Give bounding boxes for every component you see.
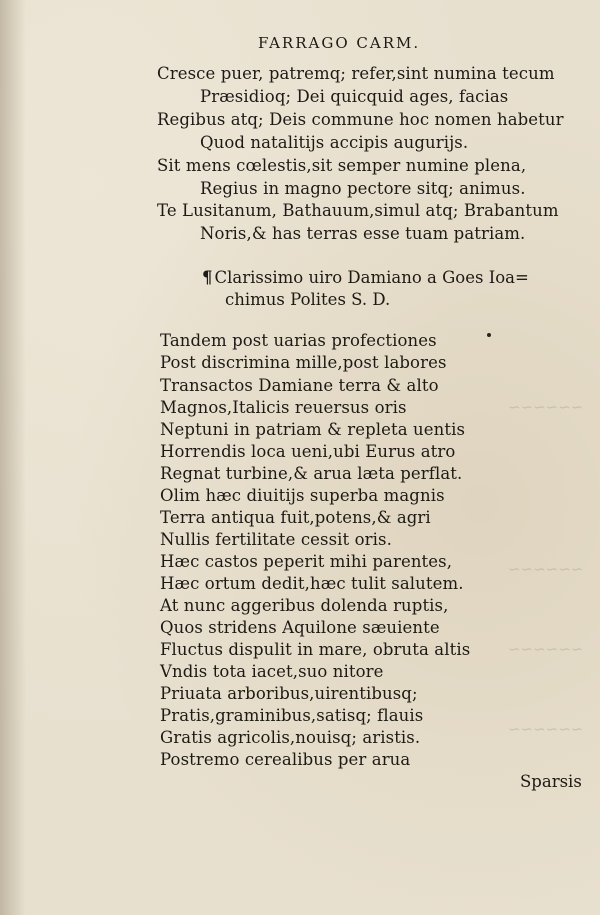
poem-line: Transactos Damiane terra & alto xyxy=(160,376,439,395)
poem-line: Tandem post uarias profectiones xyxy=(160,331,437,350)
poem-line: Nullis fertilitate cessit oris. xyxy=(160,530,392,549)
poem-line: Postremo cerealibus per arua xyxy=(160,750,411,769)
dedication-text: Clarissimo uiro Damiano a Goes Ioa= xyxy=(214,268,529,287)
poem-line: Gratis agricolis,nouisq; aristis. xyxy=(160,728,421,747)
poem-line: Post discrimina mille,post labores xyxy=(160,353,447,372)
poem-line: Præsidioq; Dei quicquid ages, facias xyxy=(200,87,509,106)
poem-line: Horrendis loca ueni,ubi Eurus atro xyxy=(160,442,456,461)
poem-line: At nunc aggeribus dolenda ruptis, xyxy=(160,596,449,615)
show-through-mark: ~~~~~~ xyxy=(508,640,584,658)
poem-line: Olim hæc diuitijs superba magnis xyxy=(160,486,445,505)
poem-line: Sit mens cœlestis,sit semper numine plena, xyxy=(157,156,527,175)
poem-line: Neptuni in patriam & repleta uentis xyxy=(160,420,466,439)
dedication-heading-line-2: chimus Polites S. D. xyxy=(225,290,391,309)
poem-line: Hæc castos peperit mihi parentes, xyxy=(160,552,453,571)
poem-line: Fluctus dispulit in mare, obruta altis xyxy=(160,640,471,659)
poem-line: Priuata arboribus,uirentibusq; xyxy=(160,684,418,703)
poem-line: Regius in magno pectore sitq; animus. xyxy=(200,179,526,198)
poem-line: Quod natalitijs accipis augurijs. xyxy=(200,133,469,152)
poem-line: Hæc ortum dedit,hæc tulit salutem. xyxy=(160,574,464,593)
poem-line: Cresce puer, patremq; refer,sint numina tecum xyxy=(157,64,555,83)
poem-line: Pratis,graminibus,satisq; flauis xyxy=(160,706,424,725)
dedication-heading-line-1 xyxy=(202,268,529,288)
poem-line: Vndis tota iacet,suo nitore xyxy=(160,662,384,681)
poem-line: Noris,& has terras esse tuam patriam. xyxy=(200,224,526,243)
pilcrow-icon: ¶ xyxy=(202,268,213,287)
show-through-mark: ~~~~~~ xyxy=(508,720,584,738)
show-through-mark: ~~~~~~ xyxy=(508,560,584,578)
running-title: FARRAGO CARM. xyxy=(258,34,421,52)
ink-mark xyxy=(487,333,491,337)
poem-line: Regnat turbine,& arua læta perflat. xyxy=(160,464,463,483)
poem-line: Magnos,Italicis reuersus oris xyxy=(160,398,407,417)
poem-line: Terra antiqua fuit,potens,& agri xyxy=(160,508,431,527)
show-through-mark: ~~~~~~ xyxy=(508,398,584,416)
poem-line: Regibus atq; Deis commune hoc nomen habetur xyxy=(157,110,564,129)
poem-line: Te Lusitanum, Bathauum,simul atq; Brabantum xyxy=(157,201,559,220)
poem-line: Quos stridens Aquilone sæuiente xyxy=(160,618,440,637)
catchword: Sparsis xyxy=(520,772,582,791)
